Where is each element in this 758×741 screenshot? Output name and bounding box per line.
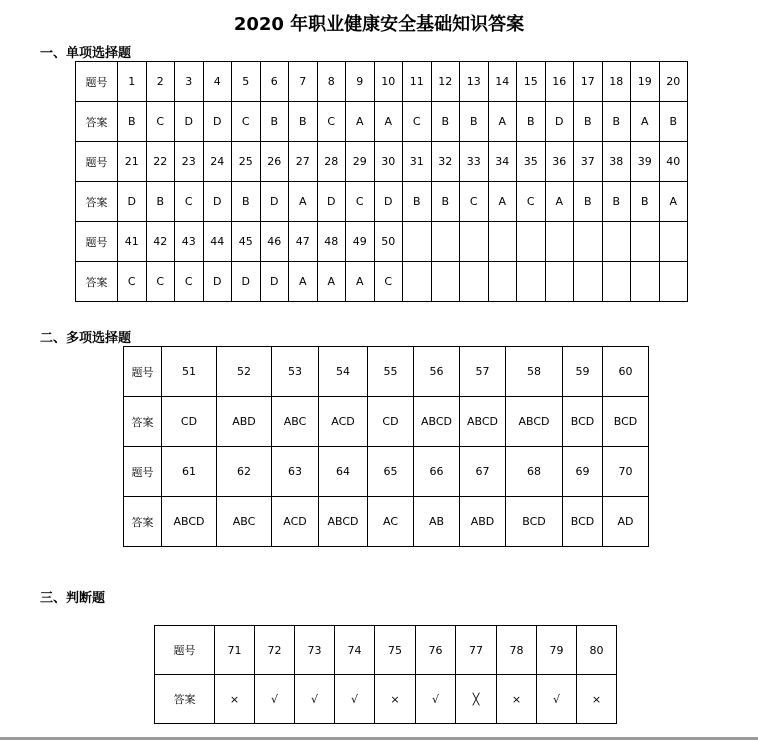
question-number-cell: 74 <box>335 626 375 675</box>
question-number-cell: 75 <box>375 626 416 675</box>
answer-cell: D <box>203 102 232 142</box>
answer-cell: A <box>346 102 375 142</box>
question-number-cell: 63 <box>272 447 319 497</box>
question-number-cell: 10 <box>374 62 403 102</box>
question-number-cell: 6 <box>260 62 289 102</box>
row-label-question-number: 题号 <box>76 222 118 262</box>
question-number-cell: 27 <box>289 142 318 182</box>
answer-cell: C <box>232 102 261 142</box>
answer-row <box>124 497 649 547</box>
question-number-cell: 5 <box>232 62 261 102</box>
question-number-cell: 41 <box>118 222 147 262</box>
question-number-row <box>76 142 688 182</box>
row-label-answer: 答案 <box>76 262 118 302</box>
question-number-cell: 48 <box>317 222 346 262</box>
question-number-cell: 59 <box>563 347 603 397</box>
question-number-cell: 56 <box>414 347 460 397</box>
answer-cell: D <box>175 102 204 142</box>
question-number-cell <box>488 222 517 262</box>
question-number-cell: 34 <box>488 142 517 182</box>
answer-cell: B <box>289 102 318 142</box>
answer-cell <box>517 262 546 302</box>
answer-cell: B <box>403 182 432 222</box>
question-number-cell: 53 <box>272 347 319 397</box>
question-number-row <box>76 222 688 262</box>
answer-cell: B <box>118 102 147 142</box>
question-number-cell: 42 <box>146 222 175 262</box>
question-number-cell: 21 <box>118 142 147 182</box>
question-number-cell: 18 <box>602 62 631 102</box>
answer-cell: B <box>517 102 546 142</box>
question-number-cell: 28 <box>317 142 346 182</box>
question-number-cell: 68 <box>506 447 563 497</box>
question-number-cell <box>602 222 631 262</box>
question-number-cell: 55 <box>368 347 414 397</box>
answer-row <box>76 182 688 222</box>
question-number-cell: 66 <box>414 447 460 497</box>
answer-cell: C <box>517 182 546 222</box>
row-label-question-number: 题号 <box>124 347 162 397</box>
answer-cell: A <box>488 182 517 222</box>
answer-cell: ABD <box>460 497 506 547</box>
question-number-cell: 14 <box>488 62 517 102</box>
page-title: 2020 年职业健康安全基础知识答案 <box>233 14 525 35</box>
answer-cell: × <box>497 675 537 724</box>
answer-cell: ACD <box>319 397 368 447</box>
question-number-cell <box>403 222 432 262</box>
answer-cell: BCD <box>563 497 603 547</box>
answer-cell: √ <box>335 675 375 724</box>
answer-cell: CD <box>368 397 414 447</box>
answer-cell: A <box>545 182 574 222</box>
answer-cell: ABC <box>217 497 272 547</box>
answer-cell: B <box>232 182 261 222</box>
answer-cell: A <box>346 262 375 302</box>
answer-cell: C <box>317 102 346 142</box>
row-label-question-number: 题号 <box>76 142 118 182</box>
question-number-cell: 46 <box>260 222 289 262</box>
question-number-cell: 71 <box>215 626 255 675</box>
question-number-cell: 57 <box>460 347 506 397</box>
answer-cell <box>631 262 660 302</box>
question-number-cell: 49 <box>346 222 375 262</box>
answer-cell: D <box>203 182 232 222</box>
row-label-answer: 答案 <box>155 675 215 724</box>
question-number-cell: 76 <box>416 626 456 675</box>
section-heading-single-choice: 一、单项选择题 <box>40 46 132 61</box>
question-number-cell: 1 <box>118 62 147 102</box>
question-number-cell: 13 <box>460 62 489 102</box>
answer-cell <box>545 262 574 302</box>
answer-cell: A <box>659 182 688 222</box>
answer-cell: D <box>374 182 403 222</box>
answer-cell <box>659 262 688 302</box>
question-number-cell <box>545 222 574 262</box>
answer-cell: √ <box>255 675 295 724</box>
answer-cell: √ <box>537 675 577 724</box>
answer-cell: B <box>460 102 489 142</box>
answer-cell: ACD <box>272 497 319 547</box>
answer-cell: ABCD <box>162 497 217 547</box>
answer-row <box>76 102 688 142</box>
question-number-cell: 62 <box>217 447 272 497</box>
question-number-cell: 35 <box>517 142 546 182</box>
answer-cell: ABD <box>217 397 272 447</box>
question-number-cell: 20 <box>659 62 688 102</box>
answer-cell: B <box>146 182 175 222</box>
question-number-cell: 40 <box>659 142 688 182</box>
answer-cell: × <box>577 675 617 724</box>
question-number-cell: 33 <box>460 142 489 182</box>
row-label-answer: 答案 <box>124 397 162 447</box>
question-number-cell: 22 <box>146 142 175 182</box>
answer-cell: B <box>659 102 688 142</box>
answer-cell: CD <box>162 397 217 447</box>
question-number-cell: 60 <box>603 347 649 397</box>
answer-cell: A <box>289 262 318 302</box>
answer-cell: C <box>460 182 489 222</box>
question-number-cell: 65 <box>368 447 414 497</box>
question-number-cell: 67 <box>460 447 506 497</box>
question-number-cell <box>574 222 603 262</box>
question-number-cell: 26 <box>260 142 289 182</box>
answer-cell: AC <box>368 497 414 547</box>
question-number-cell: 9 <box>346 62 375 102</box>
question-number-cell: 8 <box>317 62 346 102</box>
row-label-answer: 答案 <box>76 182 118 222</box>
question-number-cell: 54 <box>319 347 368 397</box>
question-number-cell: 43 <box>175 222 204 262</box>
question-number-cell: 4 <box>203 62 232 102</box>
answer-cell <box>403 262 432 302</box>
question-number-row <box>124 447 649 497</box>
answer-cell: ABC <box>272 397 319 447</box>
question-number-cell: 79 <box>537 626 577 675</box>
question-number-cell: 78 <box>497 626 537 675</box>
answer-cell: A <box>317 262 346 302</box>
answer-cell: B <box>631 182 660 222</box>
question-number-cell: 29 <box>346 142 375 182</box>
answer-cell: B <box>574 182 603 222</box>
answer-row <box>155 675 617 724</box>
question-number-cell: 39 <box>631 142 660 182</box>
answer-cell <box>431 262 460 302</box>
answer-cell: C <box>374 262 403 302</box>
row-label-answer: 答案 <box>124 497 162 547</box>
answer-cell <box>574 262 603 302</box>
answer-cell: C <box>118 262 147 302</box>
question-number-cell: 72 <box>255 626 295 675</box>
answer-cell: ABCD <box>414 397 460 447</box>
answer-cell: C <box>175 262 204 302</box>
question-number-cell: 15 <box>517 62 546 102</box>
answer-cell: A <box>289 182 318 222</box>
answer-cell: ABCD <box>506 397 563 447</box>
question-number-cell <box>659 222 688 262</box>
answer-cell: C <box>146 102 175 142</box>
answer-cell: AD <box>603 497 649 547</box>
question-number-cell: 23 <box>175 142 204 182</box>
answer-cell: D <box>118 182 147 222</box>
single-choice-answer-table <box>75 61 688 302</box>
answer-cell: B <box>602 102 631 142</box>
answer-cell: ╳ <box>456 675 497 724</box>
answer-cell: AB <box>414 497 460 547</box>
multiple-choice-answer-table <box>123 346 649 547</box>
question-number-cell: 69 <box>563 447 603 497</box>
question-number-cell <box>460 222 489 262</box>
question-number-cell: 37 <box>574 142 603 182</box>
question-number-cell <box>517 222 546 262</box>
question-number-cell <box>631 222 660 262</box>
answer-cell: C <box>403 102 432 142</box>
answer-cell: ABCD <box>460 397 506 447</box>
question-number-cell: 61 <box>162 447 217 497</box>
answer-cell: BCD <box>506 497 563 547</box>
question-number-cell: 80 <box>577 626 617 675</box>
question-number-cell: 31 <box>403 142 432 182</box>
question-number-cell: 50 <box>374 222 403 262</box>
answer-cell: B <box>431 182 460 222</box>
question-number-cell: 7 <box>289 62 318 102</box>
question-number-cell: 45 <box>232 222 261 262</box>
question-number-cell: 30 <box>374 142 403 182</box>
answer-cell: D <box>317 182 346 222</box>
answer-cell <box>602 262 631 302</box>
question-number-cell: 64 <box>319 447 368 497</box>
row-label-question-number: 题号 <box>155 626 215 675</box>
answer-cell <box>488 262 517 302</box>
question-number-cell: 70 <box>603 447 649 497</box>
answer-cell: D <box>260 262 289 302</box>
answer-cell: × <box>215 675 255 724</box>
answer-cell: D <box>203 262 232 302</box>
answer-cell: √ <box>295 675 335 724</box>
answer-row <box>124 397 649 447</box>
question-number-cell: 12 <box>431 62 460 102</box>
row-label-question-number: 题号 <box>76 62 118 102</box>
answer-cell: √ <box>416 675 456 724</box>
answer-cell: C <box>346 182 375 222</box>
question-number-cell: 38 <box>602 142 631 182</box>
answer-cell: D <box>545 102 574 142</box>
question-number-cell: 36 <box>545 142 574 182</box>
question-number-row <box>124 347 649 397</box>
question-number-cell: 47 <box>289 222 318 262</box>
question-number-cell: 52 <box>217 347 272 397</box>
section-heading-true-false: 三、判断题 <box>40 591 106 606</box>
question-number-cell: 51 <box>162 347 217 397</box>
answer-cell: A <box>631 102 660 142</box>
question-number-row <box>155 626 617 675</box>
question-number-cell <box>431 222 460 262</box>
question-number-cell: 25 <box>232 142 261 182</box>
question-number-cell: 77 <box>456 626 497 675</box>
true-false-answer-table <box>154 625 617 724</box>
row-label-question-number: 题号 <box>124 447 162 497</box>
answer-cell: ABCD <box>319 497 368 547</box>
question-number-cell: 2 <box>146 62 175 102</box>
answer-cell: D <box>232 262 261 302</box>
question-number-cell: 73 <box>295 626 335 675</box>
section-heading-multiple-choice: 二、多项选择题 <box>40 331 132 346</box>
question-number-cell: 17 <box>574 62 603 102</box>
answer-cell: BCD <box>563 397 603 447</box>
question-number-cell: 32 <box>431 142 460 182</box>
answer-cell: A <box>374 102 403 142</box>
answer-row <box>76 262 688 302</box>
answer-cell <box>460 262 489 302</box>
answer-cell: A <box>488 102 517 142</box>
answer-cell: B <box>574 102 603 142</box>
answer-cell: × <box>375 675 416 724</box>
page-bottom-edge <box>0 737 758 740</box>
answer-cell: C <box>175 182 204 222</box>
question-number-cell: 19 <box>631 62 660 102</box>
answer-cell: D <box>260 182 289 222</box>
answer-cell: C <box>146 262 175 302</box>
question-number-row <box>76 62 688 102</box>
question-number-cell: 3 <box>175 62 204 102</box>
question-number-cell: 24 <box>203 142 232 182</box>
question-number-cell: 16 <box>545 62 574 102</box>
row-label-answer: 答案 <box>76 102 118 142</box>
answer-cell: B <box>260 102 289 142</box>
answer-cell: BCD <box>603 397 649 447</box>
question-number-cell: 11 <box>403 62 432 102</box>
answer-cell: B <box>602 182 631 222</box>
question-number-cell: 58 <box>506 347 563 397</box>
question-number-cell: 44 <box>203 222 232 262</box>
answer-cell: B <box>431 102 460 142</box>
